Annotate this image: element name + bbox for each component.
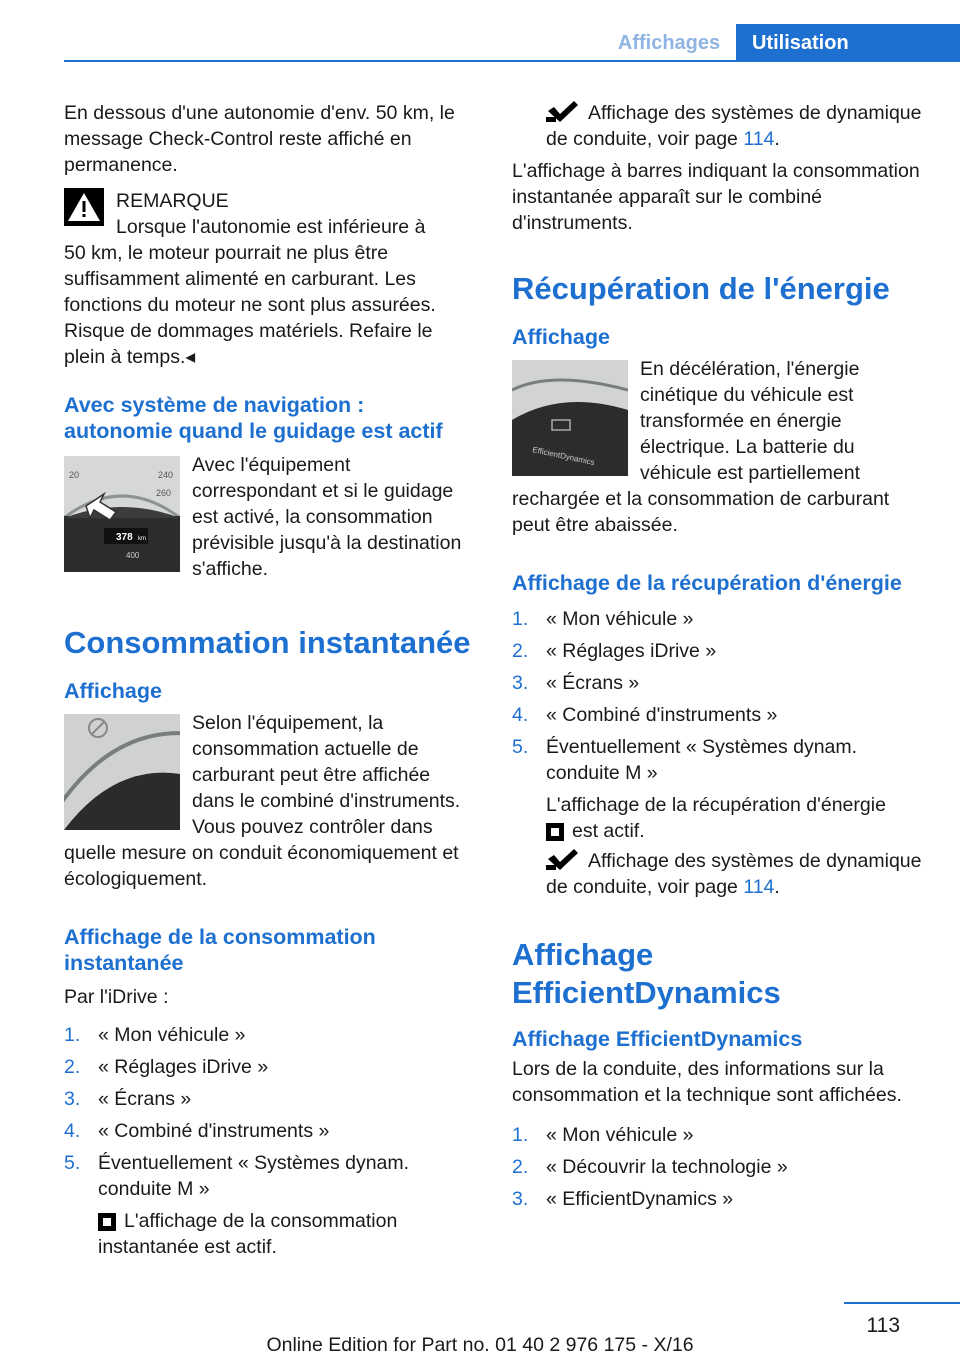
step-number: 1. [64, 1024, 81, 1046]
dyn-note-2-text: Affichage des systèmes de dynamique de conduite, voir page [546, 850, 922, 898]
efficientdynamics-subheading: Affichage EfficientDynamics [512, 1027, 803, 1051]
right-column [512, 100, 924, 1218]
warning-first-line: Lorsque l'autonomie est inférieure à [116, 216, 426, 238]
list-item [512, 1154, 924, 1180]
list-item [64, 1150, 476, 1202]
nav-fig-label-260: 260 [156, 488, 172, 498]
step-text: « Mon véhicule » [546, 608, 694, 630]
step-text: « EfficientDynamics » [546, 1188, 734, 1210]
step-text: « Réglages iDrive » [546, 640, 717, 662]
bar-display-text: L'affichage à barres indiquant la consommation instantanée apparaît sur le combiné d'instruments. [512, 160, 920, 234]
efficientdynamics-steps-list [512, 1122, 924, 1212]
list-item [512, 734, 924, 786]
warning-note [64, 188, 476, 370]
page-number: 113 [866, 1314, 900, 1337]
step-text: « Mon véhicule » [98, 1024, 246, 1046]
dyn-note-2: Affichage des systèmes de dynamique de conduite, voir page 114. [546, 850, 922, 898]
nav-fig-label-240: 240 [158, 470, 174, 480]
step-text: « Mon véhicule » [546, 1124, 694, 1146]
consumption-step-note [64, 1208, 476, 1260]
par-idrive-label: Par l'iDrive : [64, 986, 169, 1008]
list-item [512, 702, 924, 728]
consumption-steps-list [64, 1022, 476, 1202]
page-link[interactable]: 114 [743, 128, 775, 150]
check-arrow-icon [546, 101, 580, 123]
recuperation-note-end: est actif. [572, 820, 645, 842]
step-number: 5. [512, 736, 529, 758]
consumption-subheading: Affichage [64, 679, 162, 703]
checkbox-icon [98, 1213, 116, 1231]
check-arrow-icon [546, 849, 580, 871]
intro-paragraph: En dessous d'une autonomie d'env. 50 km, le message Check-Control reste affiché en permanence. [64, 102, 455, 176]
efficientdynamics-heading: Affichage EfficientDynamics [512, 937, 781, 1010]
step-number: 3. [512, 1188, 529, 1210]
step-number: 1. [512, 1124, 529, 1146]
list-item [512, 670, 924, 696]
step-number: 2. [512, 640, 529, 662]
list-item [512, 1122, 924, 1148]
warning-triangle-icon [64, 188, 104, 226]
step-number: 3. [512, 672, 529, 694]
list-item [64, 1054, 476, 1080]
consumption-step-note-text: L'affichage de la consommation instantanée est actif. [98, 1210, 398, 1258]
edition-line: Online Edition for Part no. 01 40 2 976 175 - X/16 [266, 1334, 694, 1356]
recuperation-note-text: L'affichage de la récupération d'énergie [546, 794, 886, 816]
list-item [64, 1086, 476, 1112]
step-number: 3. [64, 1088, 81, 1110]
nav-fig-label-400: 400 [126, 551, 140, 560]
consumption-heading: Consommation instantanée [64, 625, 471, 660]
list-item [512, 1186, 924, 1212]
step-number: 2. [512, 1156, 529, 1178]
step-number: 2. [64, 1056, 81, 1078]
step-number: 4. [64, 1120, 81, 1142]
nav-fig-label-km: km [138, 536, 146, 542]
recuperation-text: En décélération, l'énergie cinétique du véhicule est transformée en énergie électrique. La batterie du véhicule est partiellement rechargée et la consommation de carburant peut être abaissée. [512, 358, 890, 536]
step-text: Éventuellement « Systèmes dynam. conduite M » [98, 1152, 410, 1200]
efficientdynamics-text: Lors de la conduite, des informations sur la consommation et la technique sont affichées. [512, 1058, 902, 1106]
step-number: 1. [512, 608, 529, 630]
header-chapter-tab: Utilisation [736, 24, 960, 62]
footer-rule [844, 1302, 960, 1304]
step-text: « Combiné d'instruments » [98, 1120, 330, 1142]
step-text: « Écrans » [98, 1088, 192, 1110]
nav-range-figure [64, 456, 180, 572]
consumption-figure [64, 714, 180, 830]
header-section-tab: Affichages [617, 32, 721, 54]
consumption-display-heading: Affichage de la consommation instantanée [64, 925, 376, 975]
warning-body: 50 km, le moteur pourrait ne plus être suffisamment alimenté en carburant. Les fonctions du moteur ne sont plus assurées. Risque de dommages matériels. Refaire le plein à temps.◂ [64, 242, 436, 368]
step-number: 5. [64, 1152, 81, 1174]
recuperation-figure [512, 360, 628, 476]
consumption-block [64, 710, 476, 898]
step-text: Éventuellement « Systèmes dynam. conduite M » [546, 736, 858, 784]
step-number: 4. [512, 704, 529, 726]
dyn-note-text: Affichage des systèmes de dynamique de conduite, voir page [546, 102, 922, 150]
left-column [64, 100, 476, 1266]
nav-fig-label-378: 378 [116, 532, 133, 543]
dyn-note: Affichage des systèmes de dynamique de conduite, voir page 114. [546, 102, 922, 150]
page-link[interactable]: 114 [743, 876, 775, 898]
warning-title: REMARQUE [116, 190, 229, 212]
recuperation-note [512, 792, 924, 844]
recuperation-fig-label: EfficientDynamics [531, 445, 596, 468]
nav-range-heading: Avec système de navigation : autonomie quand le guidage est actif [64, 393, 443, 443]
step-text: « Combiné d'instruments » [546, 704, 778, 726]
nav-range-text: Avec l'équipement correspondant et si le guidage est activé, la consommation prévisible jusqu'à la destination s'affiche. [192, 454, 462, 580]
list-item [512, 638, 924, 664]
recuperation-steps-list [512, 606, 924, 786]
header-rule [64, 60, 960, 62]
nav-range-block [64, 452, 476, 588]
step-text: « Découvrir la technologie » [546, 1156, 788, 1178]
list-item [64, 1022, 476, 1048]
recuperation-subheading: Affichage [512, 325, 610, 349]
step-text: « Écrans » [546, 672, 640, 694]
recuperation-heading: Récupération de l'énergie [512, 271, 890, 306]
list-item [512, 606, 924, 632]
recuperation-display-heading: Affichage de la récupération d'énergie [512, 571, 902, 595]
recuperation-block [512, 356, 924, 544]
nav-fig-label-20: 20 [69, 470, 80, 480]
step-text: « Réglages iDrive » [98, 1056, 269, 1078]
consumption-text: Selon l'équipement, la consommation actuelle de carburant peut être affichée dans le combiné d'instruments. Vous pouvez contrôler dans quelle mesure on conduit économiquement et écologiquement. [64, 712, 461, 890]
checkbox-icon [546, 823, 564, 841]
list-item [64, 1118, 476, 1144]
